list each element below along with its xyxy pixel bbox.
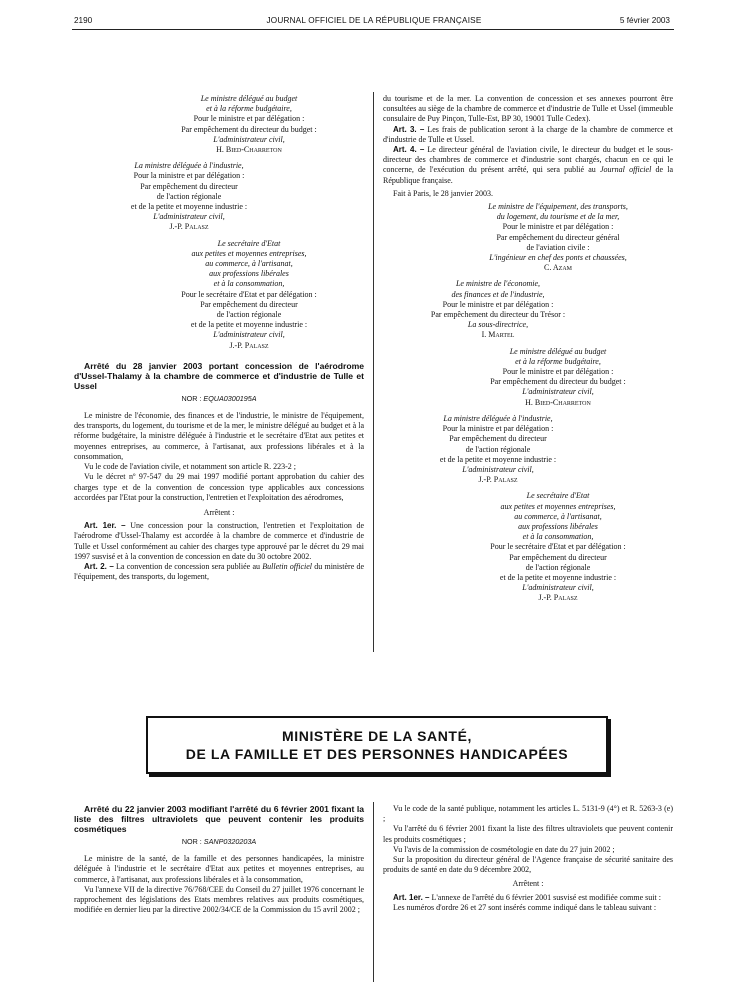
nor-reference	[74, 394, 364, 404]
signature-block	[383, 491, 673, 603]
sig-line: Par empêchement du directeur du budget :	[181, 124, 317, 134]
sig-line: de l'action régionale	[465, 444, 531, 454]
article-label: Art. 4. –	[393, 145, 425, 155]
arrete-title: Arrêté du 28 janvier 2003 portant concession de l'aérodrome d'Ussel-Thalamy à la chambre de commerce et d'industrie de Tulle et Ussel	[74, 360, 364, 391]
nor-code: SANP0320203A	[203, 837, 257, 846]
signatory-name: J.-P. Palasz	[169, 222, 209, 232]
sig-line: des finances et de l'industrie,	[451, 289, 545, 299]
sig-line: Par empêchement du directeur	[509, 552, 607, 562]
sig-line: L'administrateur civil,	[213, 330, 285, 340]
sig-line: du logement, du tourisme et de la mer,	[496, 212, 620, 222]
signatory-name: H. Bied-Charreton	[216, 145, 282, 155]
sig-line: de l'action régionale	[216, 310, 282, 320]
nor-code: EQUA0300195A	[203, 393, 257, 403]
paragraph: Vu le décret nº 97-547 du 29 mai 1997 modifié portant approbation du cahier des charges type et de la convention de concession type applicables aux concessions accordées par l'Etat pour la construction, l'entretien et l'exploitation des aérodromes,	[74, 472, 364, 502]
paragraph: Sur la proposition du directeur général de l'Agence française de sécurité sanitaire des produits de santé en date du 9 décembre 2002,	[383, 855, 673, 875]
sig-line: Par empêchement du directeur du budget :	[490, 377, 626, 387]
journal-title: JOURNAL OFFICIEL DE LA RÉPUBLIQUE FRANÇAISE	[266, 16, 482, 25]
paragraph: du tourisme et de la mer. La convention de concession et ses annexes pourront être consultées au siège de la chambre de commerce et d'industrie de Tulle et Ussel (immeuble consulaire de Puy Pinçon, Tulle-Est, BP 30, 19001 Tulle Cedex).	[383, 94, 673, 124]
paragraph: Vu l'arrêté du 6 février 2001 fixant la liste des filtres ultraviolets que peuvent contenir les produits cosmétiques ;	[383, 824, 673, 844]
sig-line: aux professions libérales	[209, 269, 289, 279]
sig-line: L'administrateur civil,	[522, 387, 594, 397]
nor-label: NOR :	[181, 837, 202, 846]
sig-line: Pour la ministre et par délégation :	[133, 171, 245, 181]
sig-line: Par empêchement du directeur	[449, 434, 547, 444]
signature-block	[74, 94, 364, 155]
sig-line: Pour le ministre et par délégation :	[502, 367, 614, 377]
article-text-italic: Bulletin officiel	[262, 561, 313, 571]
sig-line: L'administrateur civil,	[462, 464, 534, 474]
article-label: Art. 1er. –	[393, 892, 430, 902]
nor-reference	[74, 837, 364, 847]
sig-line: Le ministre délégué au budget	[200, 94, 298, 103]
article-label: Art. 3. –	[393, 124, 425, 134]
sig-line: Le secrétaire d'Etat	[217, 238, 281, 248]
place-date: Fait à Paris, le 28 janvier 2003.	[393, 188, 493, 198]
sig-line: aux petites et moyennes entreprises,	[191, 248, 307, 258]
sig-line: et à la réforme budgétaire,	[515, 356, 601, 366]
sig-line: Le ministre de l'économie,	[455, 279, 541, 289]
sig-line: et de la petite et moyenne industrie :	[439, 454, 557, 464]
ministry-heading-box	[146, 716, 608, 774]
sig-line: et de la petite et moyenne industrie :	[499, 572, 617, 582]
article-text: Le directeur général de l'aviation civile, le directeur du budget et le sous-directeur des chambres de commerce et d'industrie sont chargés, chacun en ce qui le concerne, de l'exécution du présent arrêté, qui sera publié au	[383, 145, 674, 175]
sig-line: Par empêchement du directeur général	[496, 232, 620, 242]
signature-block	[383, 414, 673, 485]
signatory-name: C. Azam	[543, 263, 572, 273]
header-rule	[72, 29, 674, 30]
sig-line: Pour le ministre et par délégation :	[442, 299, 554, 309]
article-text: du ministère de l'équipement, des transports, du logement,	[74, 561, 365, 582]
sig-line: La ministre déléguée à l'industrie,	[443, 413, 553, 423]
left-column	[74, 94, 364, 582]
paragraph: Vu l'avis de la commission de cosmétologie en date du 27 juin 2002 ;	[393, 844, 615, 854]
sig-line: L'administrateur civil,	[522, 583, 594, 593]
arretent-heading: Arrêtent :	[512, 879, 544, 889]
article-text-italic: Journal officiel	[600, 165, 652, 175]
sig-line: La sous-directrice,	[467, 320, 529, 330]
signature-block	[383, 202, 673, 273]
page-number: 2190	[74, 16, 93, 25]
bottom-right-column	[383, 804, 673, 913]
sig-line: et à la consommation,	[522, 532, 594, 542]
paragraph: Le ministre de la santé, de la famille et des personnes handicapées, la ministre déléguée à l'industrie et le secrétaire d'Etat aux petites et moyennes entreprises, au commerce, à l'artisanat, aux professions libérales et à la consommation,	[74, 854, 364, 884]
signature-block	[74, 161, 364, 232]
arrete-title: Arrêté du 22 janvier 2003 modifiant l'arrêté du 6 février 2001 fixant la liste des filtres ultraviolets que peuvent contenir les produits cosmétiques	[74, 804, 364, 834]
sig-line: Pour le ministre et par délégation :	[193, 114, 305, 124]
sig-line: L'ingénieur en chef des ponts et chaussées,	[489, 253, 627, 263]
article-text: La convention de concession sera publiée au	[116, 561, 260, 571]
article-label: Art. 2. –	[84, 561, 114, 571]
sig-line: La ministre déléguée à l'industrie,	[134, 161, 244, 171]
paragraph: Les numéros d'ordre 26 et 27 sont insérés comme indiqué dans le tableau suivant :	[393, 902, 657, 912]
signatory-name: I. Martel	[481, 330, 515, 340]
article-4	[383, 145, 673, 186]
sig-line: Par empêchement du directeur	[140, 181, 238, 191]
sig-line: Le secrétaire d'Etat	[526, 491, 590, 501]
sig-line: et à la consommation,	[213, 279, 285, 289]
article-3	[383, 125, 673, 145]
signature-block	[383, 279, 673, 340]
sig-line: et de la petite et moyenne industrie :	[130, 202, 248, 212]
sig-line: de l'action régionale	[156, 191, 222, 201]
column-divider	[373, 802, 374, 982]
sig-line: Pour le secrétaire d'Etat et par délégation :	[490, 542, 626, 552]
sig-line: L'administrateur civil,	[213, 134, 285, 144]
sig-line: au commerce, à l'artisanat,	[205, 259, 293, 269]
bottom-left-column	[74, 804, 364, 915]
sig-line: au commerce, à l'artisanat,	[514, 511, 602, 521]
right-column	[383, 94, 673, 604]
sig-line: Pour la ministre et par délégation :	[442, 424, 554, 434]
signature-block	[383, 347, 673, 408]
article-text: de la République française.	[383, 165, 673, 185]
article-text: Une concession pour la construction, l'entretien et l'exploitation de l'aérodrome d'Ussel-Thalamy est accordée à la chambre de commerce et d'industrie de Tulle et Ussel conformément au cahier des charges type approuvé par le décret du 29 mai 1997 susvisé et à la convention de concession en date du 30 octobre 2002.	[74, 521, 365, 561]
article-text: L'annexe de l'arrêté du 6 février 2001 susvisé est modifiée comme suit :	[431, 892, 661, 902]
sig-line: et de la petite et moyenne industrie :	[190, 320, 308, 330]
sig-line: aux petites et moyennes entreprises,	[500, 501, 616, 511]
paragraph: Le ministre de l'économie, des finances et de l'industrie, le ministre de l'équipement, des transports, du logement, du tourisme et de la mer, le ministre délégué au budget et à la réforme budgétaire, la ministre déléguée à l'industrie et le secrétaire d'Etat aux petites et moyennes entreprises, au commerce, à l'artisanat, aux professions libérales et à la consommation,	[74, 411, 364, 461]
article-1	[74, 521, 364, 562]
paragraph: Vu le code de l'aviation civile, et notamment son article R. 223-2 ;	[84, 462, 297, 472]
article-label: Art. 1er. –	[84, 521, 126, 531]
signature-block	[74, 239, 364, 351]
nor-label: NOR :	[181, 393, 202, 403]
ministry-line-2: DE LA FAMILLE ET DES PERSONNES HANDICAPÉES	[185, 746, 569, 762]
sig-line: Par empêchement du directeur du Trésor :	[430, 310, 566, 320]
column-divider	[373, 92, 374, 652]
signatory-name: J.-P. Palasz	[538, 593, 578, 603]
signatory-name: J.-P. Palasz	[229, 340, 269, 350]
sig-line: Par empêchement du directeur	[200, 299, 298, 309]
sig-line: de l'action régionale	[525, 562, 591, 572]
sig-line: Le ministre délégué au budget	[509, 346, 607, 356]
article-text: Les frais de publication seront à la charge de la chambre de commerce et d'industrie de Tulle et Ussel.	[383, 124, 674, 144]
signatory-name: H. Bied-Charreton	[525, 397, 591, 407]
article-2	[74, 562, 364, 582]
sig-line: de l'aviation civile :	[526, 242, 590, 252]
paragraph: Vu l'annexe VII de la directive 76/768/CEE du Conseil du 27 juillet 1976 concernant le rapprochement des législations des Etats membres relatives aux produits cosmétiques, modifiée en dernier lieu par la directive 2002/34/CE de la Commission du 15 avril 2002 ;	[74, 884, 364, 915]
paragraph: Vu le code de la santé publique, notamment les articles L. 5131-9 (4°) et R. 5263-3 (e) ;	[383, 804, 673, 824]
page-header	[0, 16, 748, 30]
sig-line: aux professions libérales	[518, 521, 598, 531]
sig-line: et à la réforme budgétaire,	[206, 104, 292, 114]
sig-line: Pour le ministre et par délégation :	[502, 222, 614, 232]
sig-line: L'administrateur civil,	[153, 212, 225, 222]
sig-line: Pour le secrétaire d'Etat et par délégation :	[181, 289, 317, 299]
article-1	[383, 893, 673, 903]
sig-line: Le ministre de l'équipement, des transports,	[488, 202, 628, 212]
signatory-name: J.-P. Palasz	[478, 475, 518, 485]
ministry-line-1: MINISTÈRE DE LA SANTÉ,	[281, 728, 473, 744]
issue-date: 5 février 2003	[619, 16, 670, 25]
arretent-heading: Arrêtent :	[203, 507, 235, 517]
